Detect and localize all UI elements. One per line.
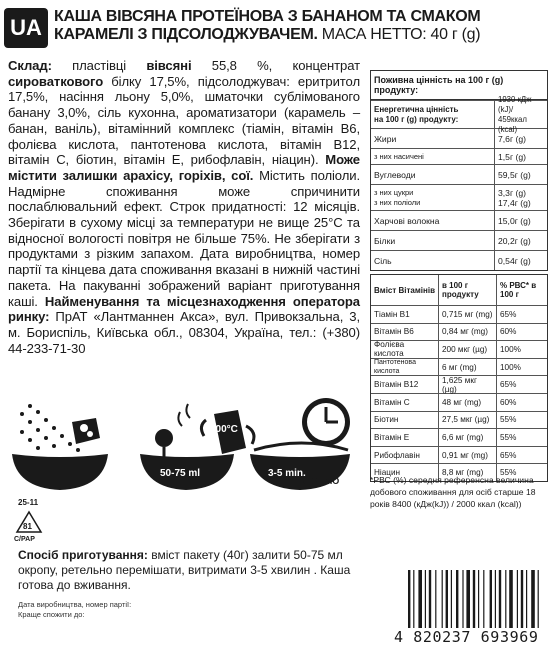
recycle-number: 81 bbox=[23, 522, 32, 531]
cooking-instructions bbox=[18, 548, 358, 593]
nutrient-value: 20,2г (g) bbox=[498, 235, 531, 246]
vitamin-amount: 6 мг (mg) bbox=[439, 359, 497, 376]
recycle-icon bbox=[14, 510, 44, 544]
energy-value-1: 1930 кДж (kJ)/ bbox=[498, 94, 532, 114]
nutrient-name: Жири bbox=[371, 129, 495, 148]
cooking-text: вміст пакету (40г) залити 50-75 мл окропу, ретельно перемішати, витримати 3-5 хвилин . Каша готова до вживання. bbox=[18, 548, 351, 592]
nutrition-row-carbs bbox=[371, 164, 547, 184]
vitamin-pct: 60% bbox=[500, 327, 517, 337]
vitamin-pct: 55% bbox=[500, 468, 517, 478]
composition-part: Містить поліоли. Надмірне споживання може спричинити послаблювальний ефект. Строк придатності: 12 місяців. Зберігати в сухому місці за температури не вище 25°С та відносної вологості повітря не більше 75%. Не зберігати з продуктами з різким запахом. Дата виробництва, номер партії та кінцева дата споживання вказані в нижній частині пакета. На пакуванні зображений варіант приготування каші. bbox=[8, 167, 360, 309]
cooking-label: Спосіб приготування: bbox=[18, 548, 148, 562]
vitamin-name: Вітамін В12 bbox=[371, 376, 439, 393]
allergen-warning: Може містити залишки арахісу, горіхів, сої. bbox=[8, 152, 360, 183]
vitamin-amount: 0,84 мг (mg) bbox=[439, 324, 497, 341]
allergen-whey: сироваткового bbox=[8, 73, 104, 89]
vitamin-name: Рибофлавін bbox=[371, 447, 439, 464]
energy-label-2: на 100 г (g) продукту: bbox=[374, 114, 459, 124]
vitamin-row bbox=[371, 375, 547, 393]
net-weight: МАСА НЕТТО: 40 г (g) bbox=[317, 26, 481, 43]
recycle-text: C/PAP bbox=[14, 536, 35, 543]
language-badge: UA bbox=[4, 8, 48, 48]
composition-text bbox=[8, 58, 360, 356]
title-line-1: КАША ВІВСЯНА ПРОТЕЇНОВА З БАНАНОМ ТА СМАКОМ bbox=[54, 8, 481, 25]
nutrient-name: Сіль bbox=[371, 251, 495, 270]
vitamin-col-header: в 100 г продукту bbox=[439, 275, 497, 305]
composition-label: Склад: bbox=[8, 58, 52, 73]
production-date-label: Дата виробництва, номер партії: bbox=[18, 600, 132, 609]
nutrient-value: 15,0г (g) bbox=[498, 215, 531, 226]
nutrition-row-saturated bbox=[371, 148, 547, 164]
title-line-2 bbox=[54, 26, 480, 44]
title-line-2-text: КАРАМЕЛІ З ПІДСОЛОДЖУВАЧЕМ. bbox=[54, 26, 318, 43]
vitamin-pct: 60% bbox=[500, 397, 517, 407]
vitamin-pct: 65% bbox=[500, 380, 517, 390]
vitamin-row bbox=[371, 446, 547, 464]
composition-part: пластівці bbox=[51, 58, 147, 73]
vitamin-amount: 48 мг (mg) bbox=[439, 394, 497, 411]
polyols-label: з них поліоли bbox=[374, 197, 421, 207]
batch-code: 25-11 bbox=[18, 498, 39, 507]
vitamin-row bbox=[371, 428, 547, 446]
vitamin-col-header: % РВС* в 100 г bbox=[500, 281, 537, 299]
vitamin-amount: 0,715 мг (mg) bbox=[439, 306, 497, 323]
nutrient-value: 59,5г (g) bbox=[498, 169, 531, 180]
polyols-value: 17,4г (g) bbox=[498, 197, 531, 208]
vitamin-name: Пантотенова кислота bbox=[371, 359, 439, 376]
vitamin-amount: 0,91 мг (mg) bbox=[439, 447, 497, 464]
vitamin-amount: 1,625 мкг (µg) bbox=[439, 376, 497, 393]
nutrient-value: 0,54г (g) bbox=[498, 255, 531, 266]
vitamin-name: Фолієва кислота bbox=[371, 341, 439, 358]
nutrient-name: Вуглеводи bbox=[371, 165, 495, 184]
vitamin-name: Вітамін Е bbox=[371, 429, 439, 446]
vitamin-name: Біотин bbox=[371, 412, 439, 429]
sugars-value: 3,3г (g) bbox=[498, 187, 526, 198]
vitamin-row bbox=[371, 305, 547, 323]
vitamin-header-row bbox=[371, 275, 547, 305]
rvs-footnote: *РВС (%) середня референсна величина добового споживання для осіб старше 18 років 8400 (кДж(kJ)) / 2000 ккал (kcal)) bbox=[370, 475, 536, 509]
vitamin-name: Ніацин bbox=[371, 464, 439, 481]
nutrition-row-salt bbox=[371, 250, 547, 270]
energy-label-1: Енергетична цінність bbox=[374, 104, 459, 114]
energy-value bbox=[495, 94, 547, 134]
operator-address: ПрАТ «Лантманнен Акса», вул. Привокзальна, 3, м. Бориспіль, Київська обл., 08304, Україна, тел.: (+380) 44-233-71-30 bbox=[8, 309, 360, 356]
nutrition-row-protein bbox=[371, 230, 547, 250]
sugars-label: з них цукри bbox=[374, 187, 414, 197]
temperature-label: 100°C bbox=[210, 424, 238, 435]
header bbox=[4, 8, 552, 48]
vitamin-pct: 100% bbox=[500, 344, 521, 354]
vitamin-amount: 6,6 мг (mg) bbox=[439, 429, 497, 446]
nutrition-heading: Поживна цінність на 100 г (g) продукту: bbox=[371, 71, 547, 100]
nutrient-name bbox=[371, 185, 495, 210]
nutrition-row-fiber bbox=[371, 210, 547, 230]
energy-value-2: 459ккал (kcal) bbox=[498, 114, 527, 134]
vitamin-name: Тіамін В1 bbox=[371, 306, 439, 323]
time-label: 3-5 min. bbox=[268, 468, 306, 479]
nutrient-name: Харчові волокна bbox=[371, 211, 495, 230]
nutrient-value: 7,6г (g) bbox=[498, 133, 526, 144]
product-title bbox=[54, 8, 480, 44]
nutrient-name: Білки bbox=[371, 231, 495, 250]
vitamin-pct: 65% bbox=[500, 309, 517, 319]
nutrient-value: 1,5г (g) bbox=[498, 151, 526, 162]
vitamin-row bbox=[371, 411, 547, 429]
vitamin-col-header: Вміст Вітамінів bbox=[371, 275, 439, 305]
energy-label bbox=[371, 101, 495, 128]
vitamin-name: Вітамін В6 bbox=[371, 324, 439, 341]
vitamin-pct: 55% bbox=[500, 432, 517, 442]
composition-part: 55,8 %, концентрат bbox=[191, 58, 360, 73]
nutrition-row-sugars-polyols bbox=[371, 184, 547, 210]
vitamin-row bbox=[371, 393, 547, 411]
nutrient-value bbox=[495, 185, 547, 210]
bowl-oats-icon bbox=[12, 404, 108, 490]
no-gmo-label: БЕЗ ГМО bbox=[299, 476, 340, 486]
vitamin-amount: 200 мкг (µg) bbox=[439, 341, 497, 358]
nutrition-table bbox=[370, 70, 548, 271]
operator-label: Найменування та місцезнаходження оператора ринку: bbox=[8, 293, 360, 325]
barcode-digits: 4 820237 693969 bbox=[394, 628, 539, 646]
vitamin-amount: 8,8 мг (mg) bbox=[439, 464, 497, 481]
vitamin-name: Вітамін С bbox=[371, 394, 439, 411]
vitamin-pct: 65% bbox=[500, 450, 517, 460]
vitamin-row bbox=[371, 340, 547, 358]
vitamin-row bbox=[371, 358, 547, 376]
vitamin-row bbox=[371, 323, 547, 341]
vitamin-table bbox=[370, 274, 548, 482]
composition-part: білку 17,5%, підсолоджувач: еритритол 17,5%, насіння льону 5,0%, шматочки сублімованого банану 3,0%, сіль кухонна, ароматизатори (карамель – банан, ваніль), вітамінний комплекс (тіамін, вітамін В6, фолієва кислота, пантотенова кислота, вітамін В12, вітамін С, біотин, вітамін Е, рибофлавін, ніацин). bbox=[8, 73, 360, 168]
best-before-label: Краще спожити до: bbox=[18, 609, 85, 619]
vitamin-pct: 55% bbox=[500, 415, 517, 425]
nutrition-row-fat bbox=[371, 128, 547, 148]
vitamin-amount: 27,5 мкг (µg) bbox=[439, 412, 497, 429]
nutrient-name: з них насичені bbox=[371, 149, 495, 164]
allergen-oats: вівсяні bbox=[146, 58, 192, 73]
date-note bbox=[18, 600, 131, 619]
vitamin-pct: 100% bbox=[500, 362, 521, 372]
water-amount-label: 50-75 ml bbox=[160, 468, 201, 479]
nutrition-row-energy bbox=[371, 94, 547, 134]
